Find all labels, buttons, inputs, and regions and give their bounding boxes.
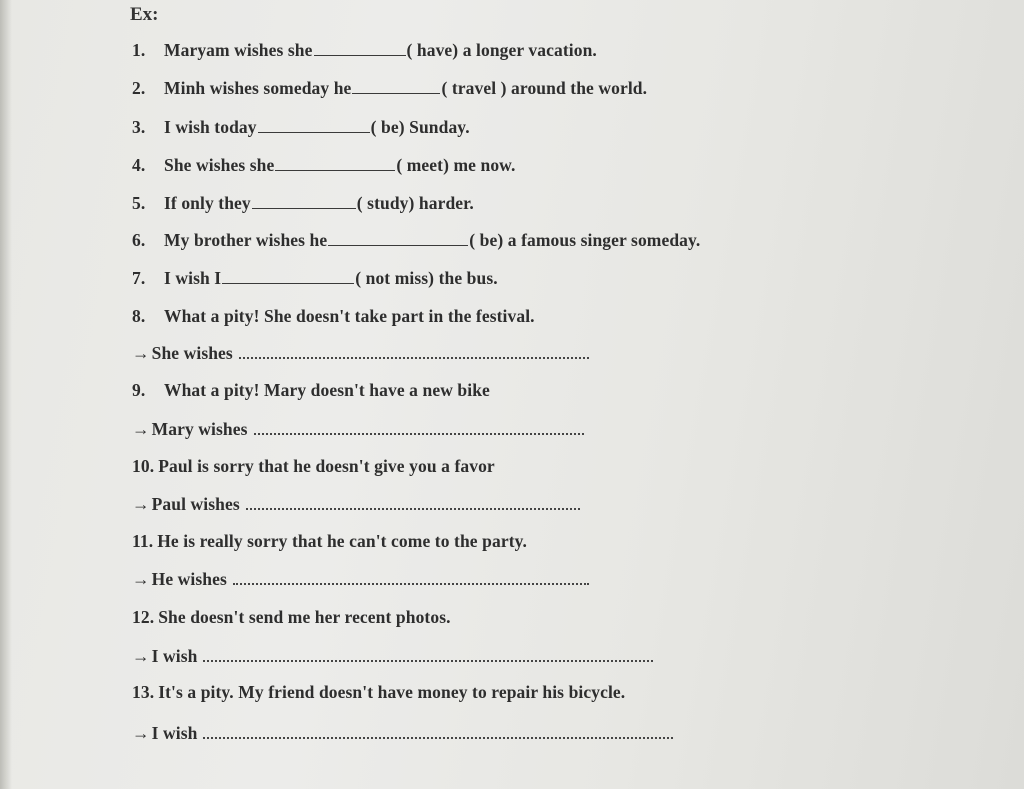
item-sentence: He is really sorry that he can't come to the party. [157,531,527,551]
answer-blank[interactable] [328,231,468,246]
item-number: 9. [132,380,146,400]
item-number: 10. [132,456,155,476]
exercise-heading: Ex: [130,4,159,25]
answer-prompt: Mary wishes [151,419,248,439]
item-number: 8. [132,306,146,326]
answer-prompt: He wishes [151,569,227,589]
exercise-item [132,306,535,327]
answer-blank[interactable] [258,118,370,133]
answer-blank[interactable] [222,269,354,284]
answer-line [132,343,589,364]
item-number: 1. [132,40,146,60]
exercise-item [132,193,474,214]
answer-dotted-line[interactable] [239,345,589,359]
answer-dotted-line[interactable] [254,421,584,435]
exercise-item [132,117,470,138]
item-text-before: If only they [164,193,251,213]
answer-dotted-line[interactable] [246,496,580,510]
exercise-item [132,380,490,401]
item-text-after: ( meet) me now. [396,155,516,175]
answer-blank[interactable] [314,41,406,56]
arrow-icon: → [132,343,150,363]
item-text-after: ( be) Sunday. [370,117,470,137]
arrow-icon: → [132,494,150,514]
item-text-before: Maryam wishes she [164,40,313,60]
item-sentence: It's a pity. My friend doesn't have money to repair his bicycle. [158,682,626,702]
answer-blank[interactable] [352,79,440,94]
exercise-item [132,230,700,251]
exercise-item [132,531,527,552]
exercise-item [132,456,495,477]
exercise-item [132,268,498,289]
item-text-before: I wish today [164,117,257,137]
item-number: 5. [132,193,146,213]
exercise-item [132,78,647,99]
item-sentence: Paul is sorry that he doesn't give you a favor [158,456,495,476]
answer-prompt: Paul wishes [151,494,240,514]
item-text-after: ( be) a famous singer someday. [469,230,701,250]
item-sentence: What a pity! She doesn't take part in the festival. [164,306,535,326]
answer-line [132,494,580,515]
answer-dotted-line[interactable] [233,571,589,585]
answer-line [132,419,584,440]
answer-line [132,569,589,590]
exercise-item [132,607,451,628]
answer-blank[interactable] [275,156,395,171]
item-sentence: She doesn't send me her recent photos. [158,607,451,627]
item-number: 3. [132,117,146,137]
item-text-before: I wish I [164,268,222,288]
item-text-before: She wishes she [164,155,275,175]
exercise-item [132,155,515,176]
arrow-icon: → [132,646,150,666]
item-number: 4. [132,155,146,175]
item-text-after: ( have) a longer vacation. [406,40,597,60]
item-number: 7. [132,268,146,288]
arrow-icon: → [132,419,150,439]
answer-dotted-line[interactable] [203,648,653,662]
page-edge-shadow [0,0,12,789]
answer-blank[interactable] [252,194,356,209]
item-number: 6. [132,230,146,250]
answer-prompt: I wish [151,646,198,666]
item-text-before: Minh wishes someday he [164,78,352,98]
answer-prompt: I wish [151,723,198,743]
item-text-after: ( travel ) around the world. [441,78,648,98]
answer-line [132,646,653,667]
answer-dotted-line[interactable] [203,725,673,739]
item-number: 13. [132,682,155,702]
answer-prompt: She wishes [151,343,233,363]
arrow-icon: → [132,723,150,743]
item-text-after: ( study) harder. [356,193,474,213]
item-number: 12. [132,607,155,627]
arrow-icon: → [132,569,150,589]
item-number: 11. [132,531,154,551]
item-text-after: ( not miss) the bus. [355,268,498,288]
item-number: 2. [132,78,146,98]
exercise-item [132,682,625,703]
exercise-item [132,40,597,61]
item-text-before: My brother wishes he [164,230,328,250]
item-sentence: What a pity! Mary doesn't have a new bike [164,380,490,400]
answer-line [132,723,673,744]
